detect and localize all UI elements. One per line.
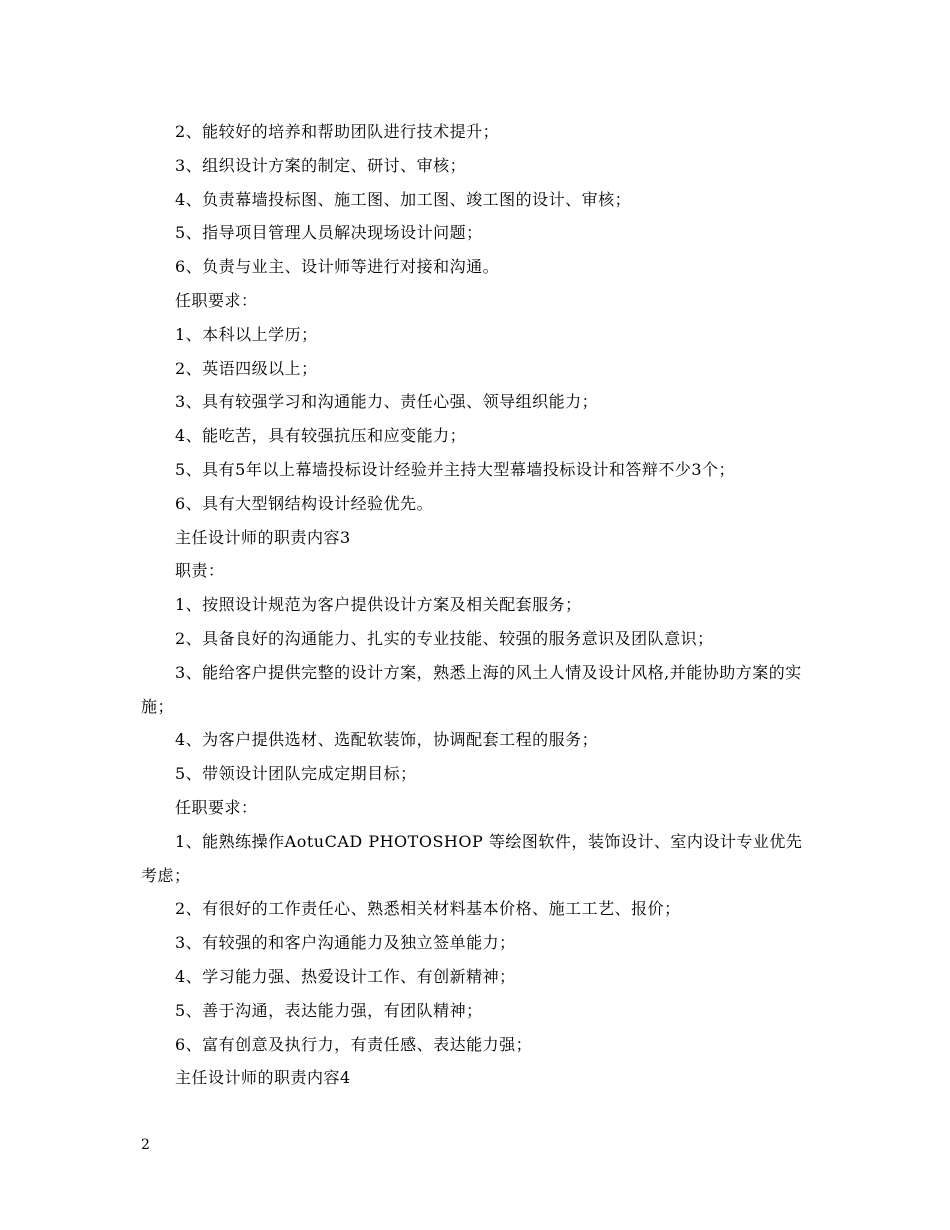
paragraph: 4、为客户提供选材、选配软装饰，协调配套工程的服务； — [175, 730, 599, 750]
paragraph: 4、学习能力强、热爱设计工作、有创新精神； — [175, 966, 516, 986]
paragraph: 3、有较强的和客户沟通能力及独立签单能力； — [175, 933, 516, 953]
paragraph: 2、有很好的工作责任心、熟悉相关材料基本价格、施工工艺、报价； — [175, 899, 681, 919]
paragraph: 4、能吃苦，具有较强抗压和应变能力； — [175, 426, 467, 446]
section-heading: 任职要求： — [175, 290, 258, 310]
paragraph: 2、具备良好的沟通能力、扎实的专业技能、较强的服务意识及团队意识； — [175, 628, 714, 648]
page-number: 2 — [141, 1137, 150, 1153]
paragraph: 6、具有大型钢结构设计经验优先。 — [175, 493, 434, 513]
paragraph: 1、能熟练操作AotuCAD PHOTOSHOP 等绘图软件，装饰设计、室内设计专业优先考虑； — [141, 831, 803, 885]
document-body — [141, 115, 817, 1095]
paragraph: 2、能较好的培养和帮助团队进行技术提升； — [175, 122, 500, 141]
paragraph: 5、带领设计团队完成定期目标； — [175, 764, 417, 784]
section-heading: 任职要求： — [175, 797, 258, 817]
paragraph: 5、指导项目管理人员解决现场设计问题； — [175, 223, 483, 243]
paragraph: 1、本科以上学历； — [175, 324, 318, 344]
paragraph: 2、英语四级以上； — [175, 358, 318, 378]
paragraph: 5、具有5年以上幕墙投标设计经验并主持大型幕墙投标设计和答辩不少3个； — [175, 459, 736, 479]
section-title: 主任设计师的职责内容3 — [175, 527, 351, 547]
section-title: 主任设计师的职责内容4 — [175, 1068, 351, 1088]
paragraph: 3、具有较强学习和沟通能力、责任心强、领导组织能力； — [175, 392, 599, 412]
paragraph: 3、组织设计方案的制定、研讨、审核； — [175, 155, 467, 175]
section-heading: 职责： — [175, 561, 225, 581]
paragraph: 4、负责幕墙投标图、施工图、加工图、竣工图的设计、审核； — [175, 189, 632, 209]
paragraph: 1、按照设计规范为客户提供设计方案及相关配套服务； — [175, 595, 582, 615]
paragraph: 6、富有创意及执行力，有责任感、表达能力强； — [175, 1034, 533, 1054]
paragraph: 5、善于沟通，表达能力强，有团队精神； — [175, 1000, 483, 1020]
paragraph: 6、负责与业主、设计师等进行对接和沟通。 — [175, 257, 500, 277]
paragraph: 3、能给客户提供完整的设计方案，熟悉上海的风土人情及设计风格,并能协助方案的实施； — [141, 662, 802, 716]
